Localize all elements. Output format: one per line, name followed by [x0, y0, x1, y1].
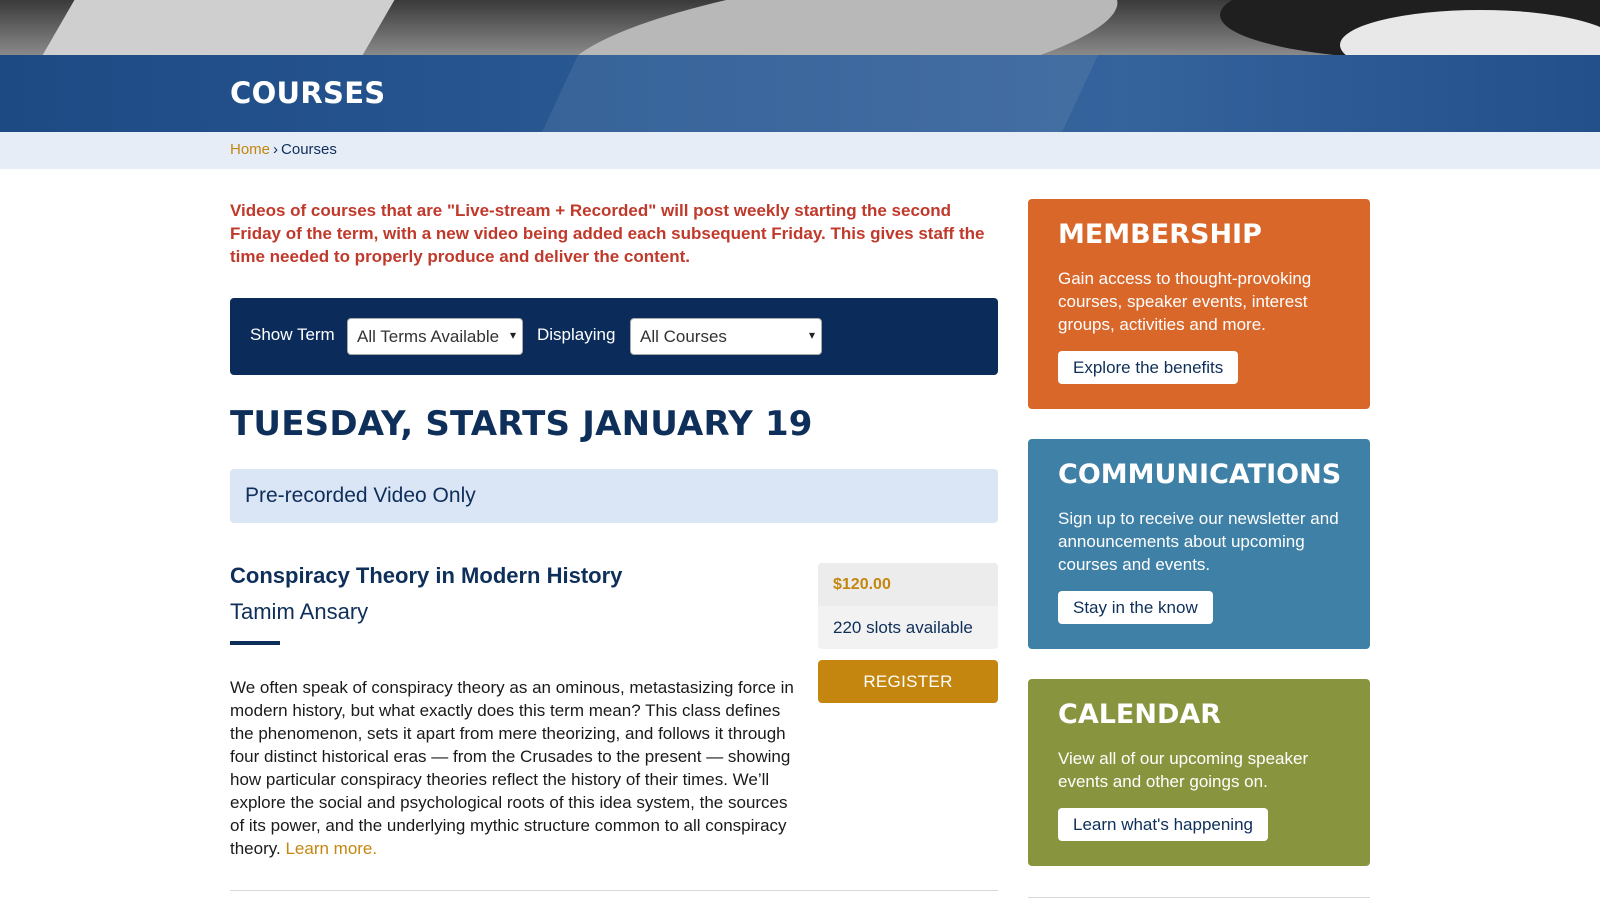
price-box [818, 563, 998, 649]
membership-title: MEMBERSHIP [1058, 219, 1262, 250]
format-label: Pre-recorded Video Only [245, 484, 476, 507]
display-select[interactable] [630, 318, 822, 355]
stay-in-know-button[interactable]: Stay in the know [1058, 591, 1213, 624]
learn-more-link[interactable]: Learn more. [285, 839, 378, 858]
calendar-text: View all of our upcoming speaker events and other goings on. [1058, 749, 1309, 791]
calendar-card [1028, 679, 1370, 866]
hero-image [0, 0, 1600, 55]
chevron-down-icon: ▾ [509, 328, 516, 342]
explore-benefits-button[interactable]: Explore the benefits [1058, 351, 1238, 384]
course-description-text: We often speak of conspiracy theory as an ominous, metastasizing force in modern history, but what exactly does this term mean? This class defines the phenomenon, sets it apart from mere theorizing, and follows it through four distinct historical eras — from the Crusades to the present — showing how particular conspiracy theories reflect the history of their times. We’ll explore the social and psychological roots of this idea system, the sources of its power, and the underlying mythic structure common to all conspiracy theory. [230, 678, 794, 858]
term-select-value: All Terms Available [357, 327, 500, 346]
course-price: $120.00 [833, 576, 891, 593]
register-button[interactable]: REGISTER [818, 660, 998, 703]
show-term-label: Show Term [250, 325, 335, 344]
display-select-value: All Courses [640, 327, 727, 346]
format-banner [230, 469, 998, 523]
breadcrumb-home-link[interactable]: Home [230, 141, 271, 158]
page-title: COURSES [230, 76, 386, 110]
video-notice: Videos of courses that are "Live-stream + Recorded" will post weekly starting the second Friday of the term, with a new video being added each subsequent Friday. This gives staff the time needed to properly produce and deliver the content. [230, 201, 985, 266]
communications-title: COMMUNICATIONS [1058, 459, 1342, 490]
learn-whats-happening-button[interactable]: Learn what's happening [1058, 808, 1268, 841]
sidebar-divider [1028, 897, 1370, 898]
calendar-title: CALENDAR [1058, 699, 1222, 730]
course-title[interactable]: Conspiracy Theory in Modern History [230, 563, 623, 588]
communications-text: Sign up to receive our newsletter and announcements about upcoming courses and events. [1058, 509, 1339, 574]
filter-bar [230, 298, 998, 375]
breadcrumb-current: Courses [281, 141, 337, 158]
slots-available: 220 slots available [833, 618, 973, 637]
displaying-label: Displaying [537, 325, 616, 344]
day-heading: TUESDAY, STARTS JANUARY 19 [230, 404, 813, 444]
course-description [230, 676, 796, 860]
membership-card [1028, 199, 1370, 409]
section-divider [230, 890, 998, 891]
chevron-down-icon: ▾ [808, 328, 815, 342]
breadcrumb [230, 141, 337, 158]
course-instructor: Tamim Ansary [230, 599, 369, 624]
membership-text: Gain access to thought-provoking courses, speaker events, interest groups, activities and more. [1058, 269, 1312, 334]
communications-card [1028, 439, 1370, 649]
title-divider [230, 641, 280, 645]
breadcrumb-separator: › [273, 141, 279, 158]
term-select[interactable] [347, 318, 523, 355]
